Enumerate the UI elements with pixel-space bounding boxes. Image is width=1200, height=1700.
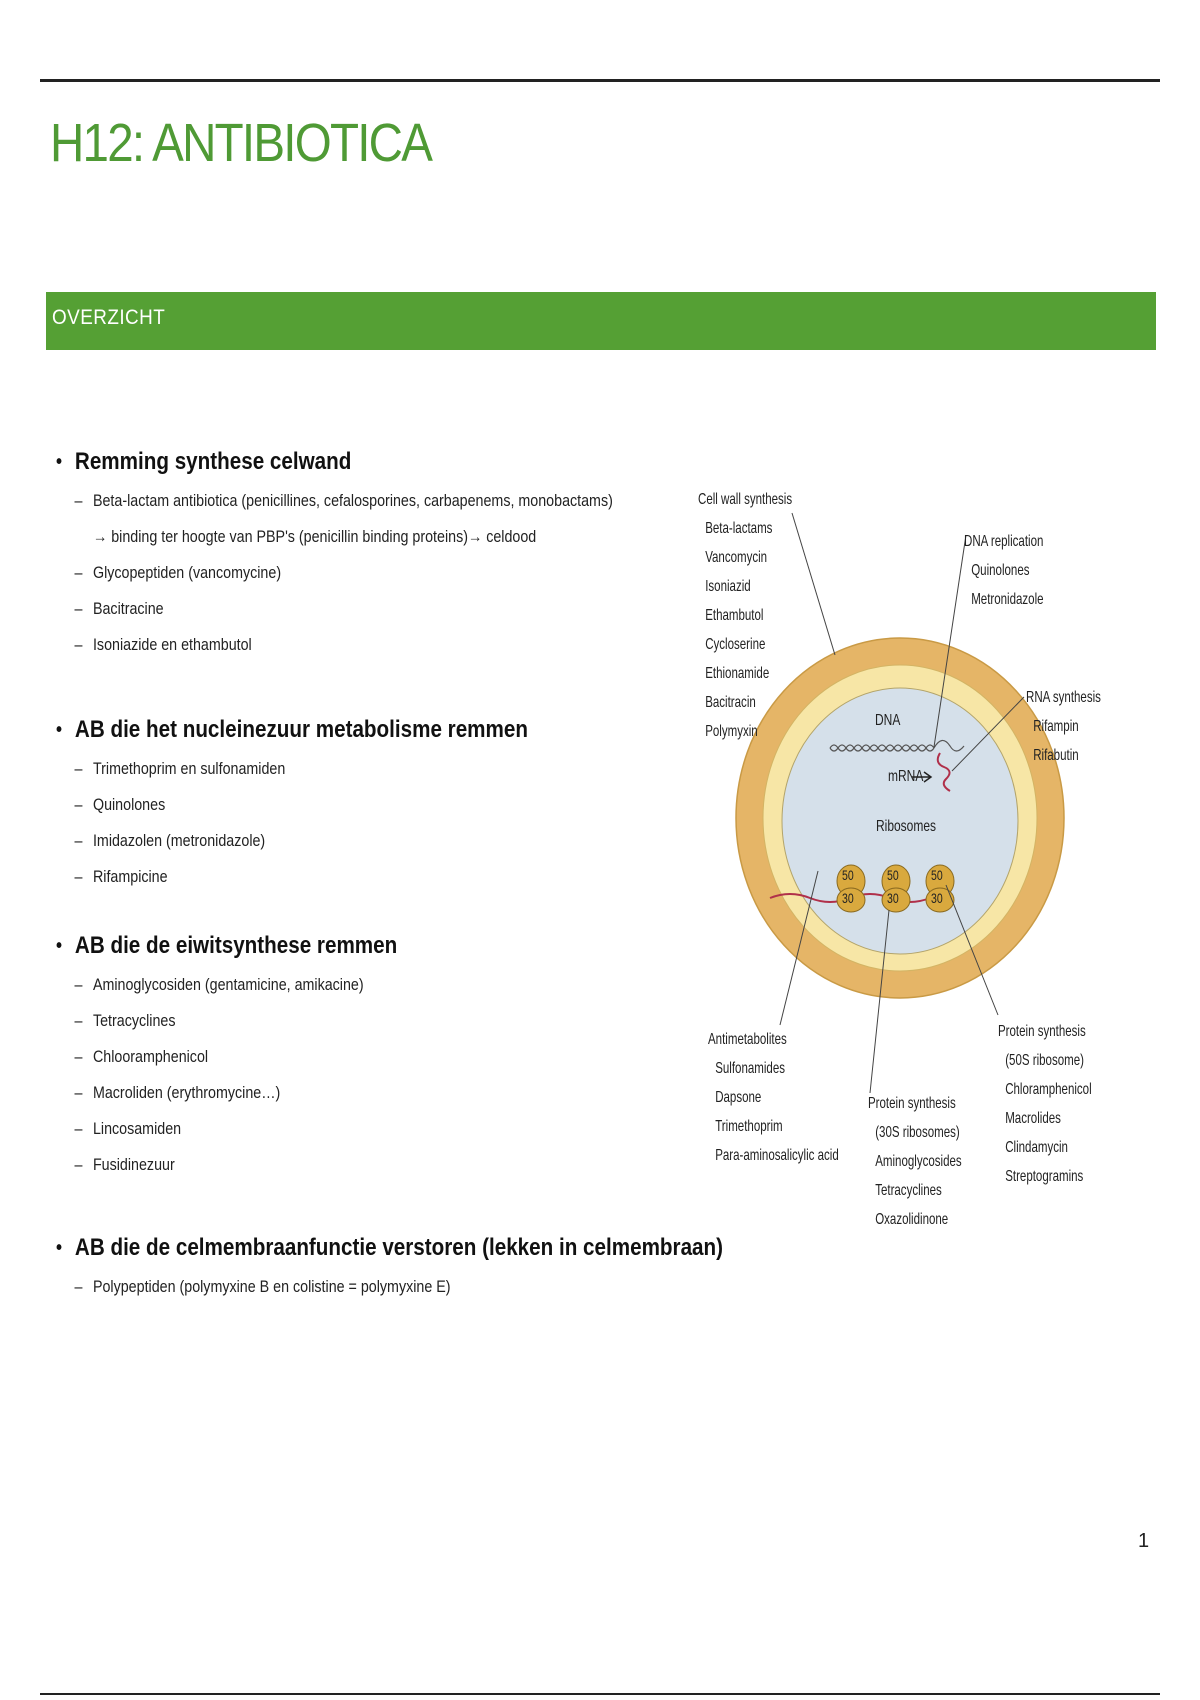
label-item: Ethionamide: [705, 665, 770, 682]
list-item: [56, 823, 517, 859]
list-item: [56, 1147, 389, 1183]
item-list: [56, 751, 605, 895]
ribosome-2-50s: 50: [887, 867, 899, 883]
heading-text: AB die het nucleinezuur metabolisme remmen: [74, 716, 528, 743]
label-rna-synthesis: [1026, 683, 1101, 770]
label-item: Aminoglycosides: [875, 1153, 962, 1170]
label-protein-synthesis-30s: [868, 1089, 962, 1234]
label-item: (50S ribosome): [1005, 1052, 1084, 1069]
bottom-rule: [40, 1693, 1160, 1695]
list-item: [56, 787, 517, 823]
list-item: [56, 751, 517, 787]
label-item: Vancomycin: [705, 549, 768, 566]
mrna-label: mRNA: [888, 768, 924, 785]
section-heading: [56, 445, 626, 479]
item-list: [56, 967, 453, 1183]
item-text: Glycopeptiden (vancomycine): [92, 563, 282, 582]
label-item: Streptogramins: [1005, 1168, 1084, 1185]
dash-icon: –: [74, 563, 83, 582]
item-text: Chlooramphenicol: [92, 1047, 209, 1066]
label-title: Protein synthesis: [868, 1095, 956, 1112]
item-text: → binding ter hoogte van PBP's (penicillin binding proteins)→ celdood: [92, 527, 537, 546]
ribosome-3-30s: 30: [931, 890, 943, 906]
dash-icon: –: [74, 1119, 83, 1138]
label-item: Isoniazid: [705, 578, 751, 595]
label-item: (30S ribosomes): [875, 1124, 960, 1141]
list-item: [56, 1111, 389, 1147]
label-dna-replication: [964, 527, 1044, 614]
label-item: Ethambutol: [705, 607, 764, 624]
label-item: Quinolones: [971, 562, 1030, 579]
page-number: 1: [1138, 1530, 1150, 1552]
dash-icon: –: [74, 599, 83, 618]
heading-text: AB die de eiwitsynthese remmen: [74, 932, 398, 959]
item-text: Beta-lactam antibiotica (penicillines, cefalosporines, carbapenems, monobactams): [92, 491, 613, 510]
item-text: Polypeptiden (polymyxine B en colistine = polymyxine E): [92, 1277, 451, 1296]
label-protein-synthesis-50s: [998, 1017, 1092, 1191]
list-item: [56, 1075, 389, 1111]
dash-icon: –: [74, 867, 83, 886]
list-item: [56, 967, 389, 1003]
label-item: Rifabutin: [1033, 747, 1079, 764]
list-item: [56, 859, 517, 895]
label-title: Cell wall synthesis: [698, 491, 793, 508]
dash-icon: –: [74, 759, 83, 778]
bullet-icon: •: [56, 451, 63, 473]
label-item: Para-aminosalicylic acid: [715, 1147, 839, 1164]
label-item: Tetracyclines: [875, 1182, 942, 1199]
top-rule: [40, 79, 1160, 82]
list-item-continuation: [56, 519, 613, 555]
list-item: [56, 1039, 389, 1075]
section-cell-membrane: [56, 1231, 832, 1305]
bullet-icon: •: [56, 935, 63, 957]
item-text: Aminoglycosiden (gentamicine, amikacine): [92, 975, 364, 994]
item-text: Fusidinezuur: [92, 1155, 175, 1174]
section-heading: [56, 713, 528, 747]
bullet-icon: •: [56, 1237, 63, 1259]
dash-icon: –: [74, 1277, 83, 1296]
item-list: [56, 1269, 832, 1305]
page-title: H12: ANTIBIOTICA: [50, 113, 432, 173]
section-banner: [46, 292, 1156, 350]
label-title: Protein synthesis: [998, 1023, 1086, 1040]
ribosome-1-50s: 50: [842, 867, 854, 883]
dash-icon: –: [74, 1011, 83, 1030]
label-item: Bacitracin: [705, 694, 756, 711]
list-item: [56, 627, 613, 663]
label-item: Clindamycin: [1005, 1139, 1068, 1156]
dash-icon: –: [74, 1155, 83, 1174]
section-heading: [56, 1231, 723, 1265]
label-item: Dapsone: [715, 1089, 762, 1106]
section-heading: [56, 929, 397, 963]
ribosome-3-50s: 50: [931, 867, 943, 883]
section-nucleic-acid: [56, 713, 605, 895]
item-list: [56, 483, 719, 663]
label-item: Metronidazole: [971, 591, 1044, 608]
item-text: Rifampicine: [92, 867, 168, 886]
label-item: Oxazolidinone: [875, 1211, 949, 1228]
ribosomes-label: Ribosomes: [876, 818, 937, 835]
banner-label: OVERZICHT: [52, 306, 166, 329]
dash-icon: –: [74, 831, 83, 850]
heading-text: AB die de celmembraanfunctie verstoren (lekken in celmembraan): [74, 1234, 724, 1261]
label-item: Polymyxin: [705, 723, 758, 740]
label-title: RNA synthesis: [1026, 689, 1101, 706]
label-item: Beta-lactams: [705, 520, 773, 537]
bullet-icon: •: [56, 719, 63, 741]
dash-icon: –: [74, 975, 83, 994]
label-item: Sulfonamides: [715, 1060, 786, 1077]
item-text: Macroliden (erythromycine…): [92, 1083, 281, 1102]
dash-icon: –: [74, 1047, 83, 1066]
leader-cell-wall: [792, 513, 835, 655]
item-text: Tetracyclines: [92, 1011, 176, 1030]
dna-label: DNA: [875, 712, 901, 729]
ribosome-1-30s: 30: [842, 890, 854, 906]
list-item: [56, 483, 613, 519]
section-cell-wall: [56, 445, 719, 663]
label-antimetabolites: [708, 1025, 839, 1170]
dash-icon: –: [74, 795, 83, 814]
list-item: [56, 1269, 708, 1305]
dash-icon: –: [74, 635, 83, 654]
ribosome-2-30s: 30: [887, 890, 899, 906]
item-text: Bacitracine: [92, 599, 164, 618]
label-item: Rifampin: [1033, 718, 1079, 735]
item-text: Lincosamiden: [92, 1119, 182, 1138]
list-item: [56, 555, 613, 591]
label-cell-wall-synthesis: [698, 485, 792, 746]
list-item: [56, 1003, 389, 1039]
label-item: Macrolides: [1005, 1110, 1061, 1127]
item-text: Isoniazide en ethambutol: [92, 635, 252, 654]
antibiotic-targets-diagram: [690, 485, 1120, 1235]
item-text: Quinolones: [92, 795, 166, 814]
item-text: Trimethoprim en sulfonamiden: [92, 759, 286, 778]
label-item: Cycloserine: [705, 636, 766, 653]
label-title: Antimetabolites: [708, 1031, 787, 1048]
dash-icon: –: [74, 491, 83, 510]
dash-icon: –: [74, 1083, 83, 1102]
heading-text: Remming synthese celwand: [74, 448, 352, 475]
label-title: DNA replication: [964, 533, 1044, 550]
list-item: [56, 591, 613, 627]
label-item: Trimethoprim: [715, 1118, 783, 1135]
label-item: Chloramphenicol: [1005, 1081, 1092, 1098]
section-protein-synthesis: [56, 929, 453, 1183]
item-text: Imidazolen (metronidazole): [92, 831, 266, 850]
